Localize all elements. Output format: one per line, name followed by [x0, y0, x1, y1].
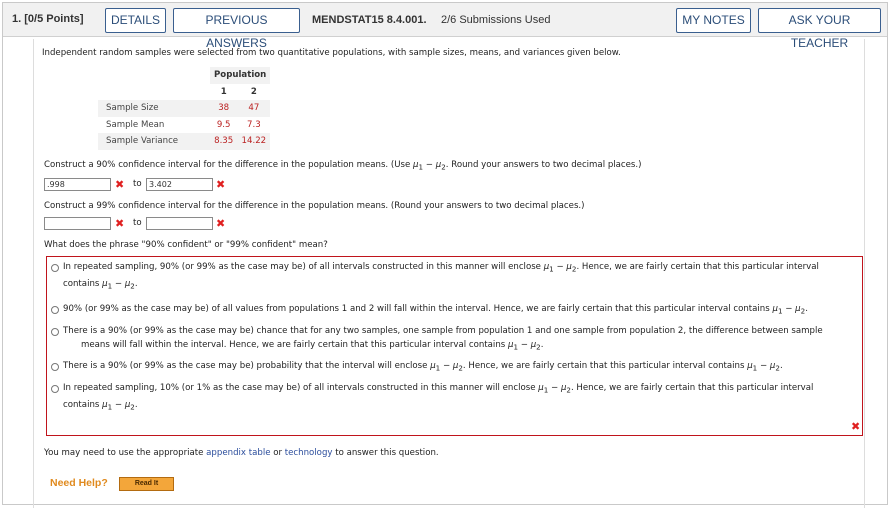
q2-prompt: Construct a 99% confidence interval for the difference in the population means. (Round your answers to two decimal places.) — [44, 201, 585, 211]
submissions-count: 2/6 Submissions Used — [441, 14, 551, 26]
appendix-table-link[interactable]: appendix table — [206, 448, 271, 458]
population-table — [98, 67, 270, 150]
need-help-label: Need Help? — [50, 477, 108, 489]
row-label: Sample Size — [98, 100, 210, 117]
question-content — [33, 39, 865, 508]
option-5-text[interactable]: In repeated sampling, 10% (or 1% as the case may be) of all intervals constructed in this manner will enclose $\mu_1 - \mu_2$. Hence, we are fairly certain that this particular interval contains $\mu_1 - \mu_2$. — [63, 383, 814, 412]
footer-note: You may need to use the appropriate appendix table or technology to answer this question. — [44, 448, 439, 458]
q1-lower-input[interactable]: .998 — [44, 178, 111, 191]
radio-option-4[interactable] — [51, 363, 59, 371]
question-number: 1. [0/5 Points] — [12, 13, 84, 25]
table-cell: 14.22 — [237, 133, 270, 150]
cross-icon: ✖ — [851, 420, 861, 433]
read-it-button[interactable]: Read It — [119, 477, 174, 491]
option-2-text[interactable]: 90% (or 99% as the case may be) of all values from populations 1 and 2 will fall within the interval. Hence, we are fairly certain that this particular interval contains $\mu_1 - \mu_2$. — [63, 304, 808, 316]
intro-text: Independent random samples were selected from two quantitative populations, with sample sizes, means, and variances given below. — [42, 48, 621, 58]
radio-option-5[interactable] — [51, 385, 59, 393]
assignment-id: MENDSTAT15 8.4.001. — [312, 14, 427, 26]
my-notes-button[interactable]: MY NOTES — [676, 8, 751, 33]
option-4-text[interactable]: There is a 90% (or 99% as the case may be) probability that the interval will enclose $\mu_1 - \mu_2$. Hence, we are fairly certain that this particular interval contains $\mu_1 - \mu_2$. — [63, 361, 783, 373]
question-header — [3, 3, 887, 50]
cross-icon: ✖ — [216, 178, 226, 191]
table-cell: 9.5 — [210, 117, 237, 134]
column-header: 2 — [250, 86, 257, 97]
q2-lower-input[interactable] — [44, 217, 111, 230]
multiple-choice-box — [46, 256, 863, 436]
q1-upper-input[interactable]: 3.402 — [146, 178, 213, 191]
option-3-text[interactable]: There is a 90% (or 99% as the case may be) chance that for any two samples, one sample from population 1 and one sample from population 2, the difference between sample means will fall within the interval. Hence, we are fairly certain that this particular interval contains $\mu_1 - \mu_2$. — [63, 326, 823, 352]
previous-answers-button[interactable]: PREVIOUS ANSWERS — [173, 8, 300, 33]
table-cell: 8.35 — [210, 133, 237, 150]
row-label: Sample Mean — [98, 117, 210, 134]
option-1-text[interactable]: In repeated sampling, 90% (or 99% as the case may be) of all intervals constructed in this manner will enclose $\mu_1 - \mu_2$. Hence, we are fairly certain that this particular interval contains $\mu_1 - \mu_2$. — [63, 262, 819, 291]
radio-option-1[interactable] — [51, 264, 59, 272]
table-cell: 47 — [237, 100, 270, 117]
q2-to-label: to — [133, 218, 142, 228]
cross-icon: ✖ — [115, 217, 125, 230]
row-label: Sample Variance — [98, 133, 210, 150]
q1-to-label: to — [133, 179, 142, 189]
q2-upper-input[interactable] — [146, 217, 213, 230]
radio-option-2[interactable] — [51, 306, 59, 314]
radio-option-3[interactable] — [51, 328, 59, 336]
details-button[interactable]: DETAILS — [105, 8, 166, 33]
table-cell: 7.3 — [237, 117, 270, 134]
column-header: 1 — [220, 86, 227, 97]
question-panel — [2, 2, 888, 505]
table-cell: 38 — [210, 100, 237, 117]
q1-prompt: Construct a 90% confidence interval for the difference in the population means. (Use $\mu_1 - \mu_2$. Round your answers to two decimal places.) — [44, 160, 642, 172]
cross-icon: ✖ — [216, 217, 226, 230]
q3-prompt: What does the phrase "90% confident" or "99% confident" mean? — [44, 240, 328, 250]
table-title: Population — [210, 67, 270, 84]
cross-icon: ✖ — [115, 178, 125, 191]
ask-teacher-button[interactable]: ASK YOUR TEACHER — [758, 8, 881, 33]
technology-link[interactable]: technology — [284, 448, 333, 458]
